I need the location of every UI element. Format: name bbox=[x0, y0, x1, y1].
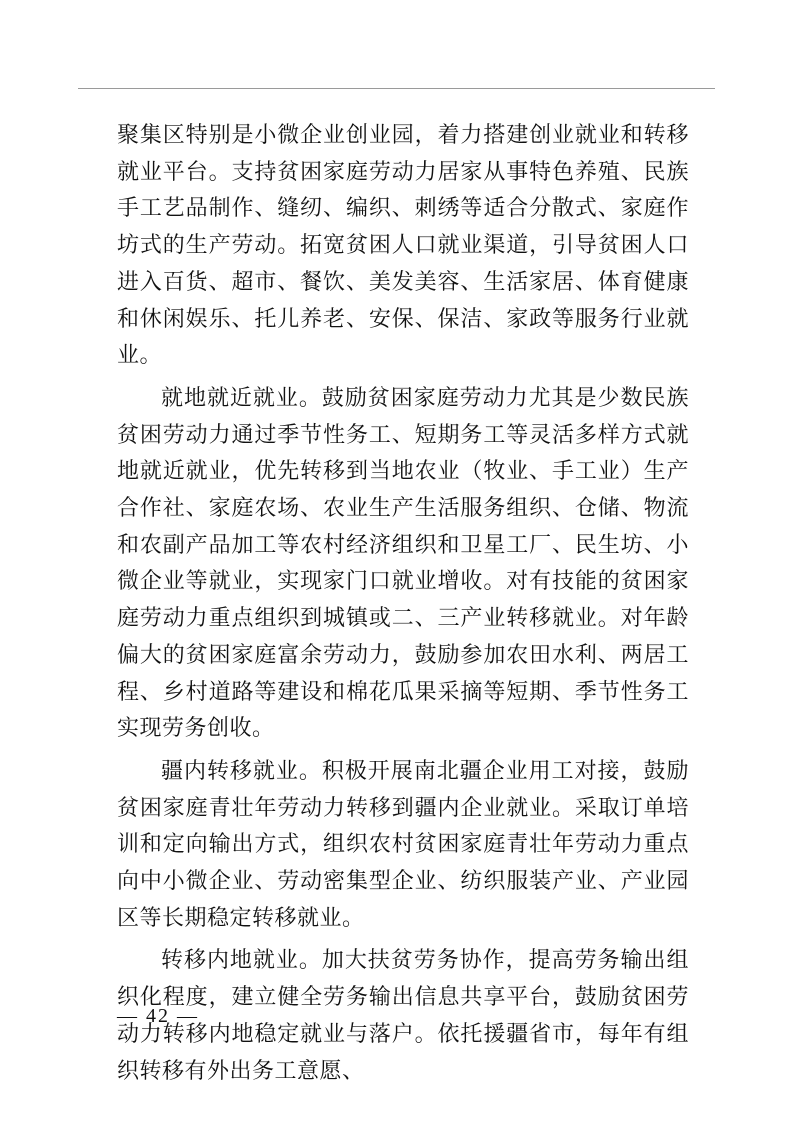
header-rule bbox=[78, 88, 715, 89]
paragraph-continued: 聚集区特别是小微企业创业园，着力搭建创业就业和转移就业平台。支持贫困家庭劳动力居家从事特色养殖、民族手工艺品制作、缝纫、编织、刺绣等适合分散式、家庭作坊式的生产劳动。拓宽贫困人口就业渠道，引导贫困人口进入百货、超市、餐饮、美发美容、生活家居、体育健康和休闲娱乐、托儿养老、安保、保洁、家政等服务行业就业。 bbox=[117, 123, 689, 369]
paragraph-in-region-transfer: 疆内转移就业。积极开展南北疆企业用工对接，鼓励贫困家庭青壮年劳动力转移到疆内企业就业。采取订单培训和定向输出方式，组织农村贫困家庭青壮年劳动力重点向中小微企业、劳动密集型企业、纺织服装产业、产业园区等长期稳定转移就业。 bbox=[117, 758, 689, 931]
body-text bbox=[117, 118, 689, 1090]
paragraph-local-employment: 就地就近就业。鼓励贫困家庭劳动力尤其是少数民族贫困劳动力通过季节性务工、短期务工等灵活多样方式就地就近就业，优先转移到当地农业（牧业、手工业）生产合作社、家庭农场、农业生产生活服务组织、仓储、物流和农副产品加工等农村经济组织和卫星工厂、民生坊、小微企业等就业，实现家门口就业增收。对有技能的贫困家庭劳动力重点组织到城镇或二、三产业转移就业。对年龄偏大的贫困家庭富余劳动力，鼓励参加农田水利、两居工程、乡村道路等建设和棉花瓜果采摘等短期、季节性务工实现劳务创收。 bbox=[117, 385, 689, 742]
paragraph-inland-transfer: 转移内地就业。加大扶贫劳务协作，提高劳务输出组织化程度，建立健全劳务输出信息共享平台，鼓励贫困劳动力转移内地稳定就业与落户。依托援疆省市，每年有组织转移有外出务工意愿、 bbox=[117, 948, 689, 1084]
page-number: — 42 — bbox=[117, 1005, 199, 1027]
